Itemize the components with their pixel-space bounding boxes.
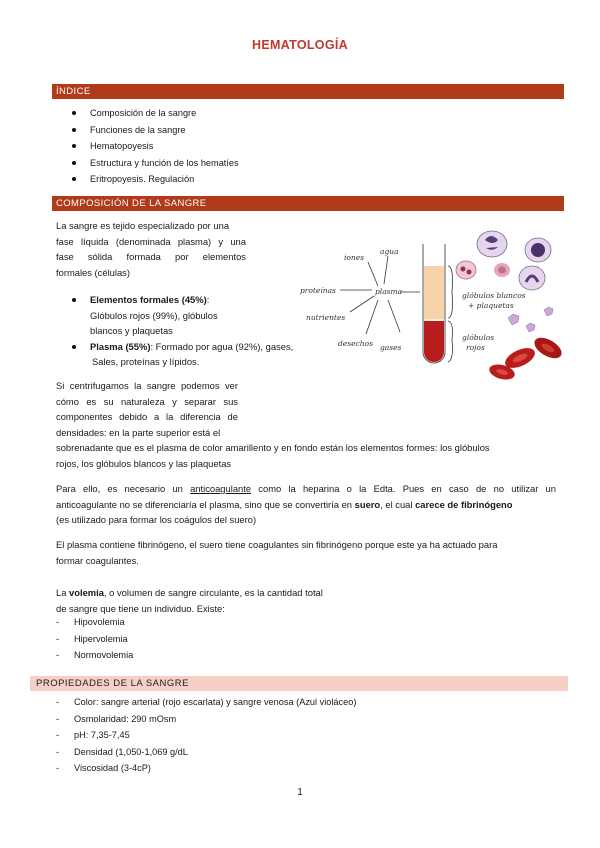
list-item: Plasma (55%): Formado por agua (92%), gases, Sales, proteínas y lípidos.: [72, 339, 312, 370]
label-desechos: desechos: [338, 339, 373, 348]
label-plaquetas: + plaquetas: [468, 301, 514, 310]
list-item: Estructura y función de los hematíes: [72, 155, 472, 172]
bullet-icon: [72, 144, 76, 148]
bullet-icon: [72, 177, 76, 181]
section-heading-composicion: COMPOSICIÓN DE LA SANGRE: [52, 196, 564, 211]
volemia-list: [56, 614, 356, 664]
section-heading-indice: ÍNDICE: [52, 84, 564, 99]
bullet-icon: [72, 345, 76, 349]
centrifugar-paragraph-narrow: Si centrifugamos la sangre podemos ver cómo es su naturaleza y separar sus componentes debido a la diferencia de densidades: en la parte superior está el: [56, 380, 238, 438]
label-nutrientes: nutrientes: [306, 313, 346, 322]
list-item: - Osmolaridad: 290 mOsm: [56, 713, 177, 724]
arrow-gases: [388, 300, 400, 332]
label-globulos-rojos-1: glóbulos: [462, 333, 495, 342]
bullet-icon: [72, 128, 76, 132]
list-item: - Hipovolemia: [56, 617, 125, 627]
tube-red-layer: [424, 321, 444, 362]
list-item: - Viscosidad (3-4cP): [56, 763, 151, 773]
tube-buffy-coat: [424, 319, 444, 321]
test-tube: [423, 244, 445, 363]
label-plasma: plasma: [375, 287, 403, 296]
anticoagulante-paragraph: Para ello, es necesario un anticoagulante como la heparina o la Edta. Pues en caso de no utilizar un anticoagulante no se diferenciaría el plasma, sino que se convertiría en suero, el cual carece de fibrinógeno (es utilizado para formar los coágulos del suero): [56, 483, 556, 525]
bullet-icon: [72, 298, 76, 302]
red-blood-cells: [488, 334, 565, 383]
brace-red: [448, 321, 453, 362]
bullet-icon: [72, 111, 76, 115]
volemia-paragraph: La volemia, o volumen de sangre circulante, es la cantidad total de sangre que tiene un individuo. Existe:: [56, 587, 323, 614]
arrow-desechos: [366, 300, 378, 334]
arrow-agua: [384, 256, 388, 284]
tube-plasma-layer: [424, 266, 444, 320]
list-item: Elementos formales (45%): Glóbulos rojos (99%), glóbulos blancos y plaquetas: [72, 292, 312, 339]
list-item: - Normovolemia: [56, 650, 134, 660]
label-proteinas: proteínas: [300, 286, 336, 295]
plasma-suero-paragraph: El plasma contiene fibrinógeno, el suero tiene coagulantes sin fibrinógeno porque este ya ha actuado para formar coagulantes.: [56, 539, 498, 566]
list-item: - Color: sangre arterial (rojo escarlata) y sangre venosa (Azul violáceo): [56, 697, 357, 707]
label-agua: agua: [380, 247, 399, 256]
bullet-icon: [72, 161, 76, 165]
list-item: - Densidad (1,050-1,069 g/dL: [56, 746, 188, 757]
propiedades-list: [56, 694, 496, 777]
list-item: Composición de la sangre: [72, 105, 472, 122]
platelets: [508, 307, 553, 332]
label-globulos-rojos-2: rojos: [466, 343, 485, 352]
label-gases: gases: [380, 343, 402, 352]
label-iones: iones: [344, 253, 365, 262]
composition-list: [72, 292, 312, 370]
white-blood-cells: [456, 231, 551, 290]
arrow-nutrientes: [350, 296, 374, 312]
brace-plasma: [448, 266, 453, 318]
list-item: - pH: 7,35-7,45: [56, 730, 130, 740]
list-item: Funciones de la sangre: [72, 122, 472, 139]
anticoagulante-term: anticoagulante: [190, 483, 252, 494]
intro-paragraph: La sangre es tejido especializado por una fase líquida (denominada plasma) y una fase sólida formada por elementos formales (células): [56, 220, 246, 278]
label-globulos-blancos: glóbulos blancos: [462, 291, 526, 300]
list-item: - Hipervolemia: [56, 633, 128, 644]
indice-list: [72, 105, 472, 188]
arrow-iones: [368, 262, 378, 286]
list-item: Hematopoyesis: [72, 138, 472, 155]
page-title: HEMATOLOGÍA: [252, 38, 348, 52]
blood-composition-diagram: [296, 222, 572, 386]
section-heading-propiedades: PROPIEDADES DE LA SANGRE: [30, 676, 568, 691]
centrifugar-paragraph-wide: sobrenadante que es el plasma de color amarillento y en fondo están los elementos formes: los glóbulos rojos, los glóbulos blancos y las plaquetas: [56, 442, 490, 469]
page-number: 1: [297, 787, 303, 798]
list-item: Eritropoyesis. Regulación: [72, 171, 472, 188]
